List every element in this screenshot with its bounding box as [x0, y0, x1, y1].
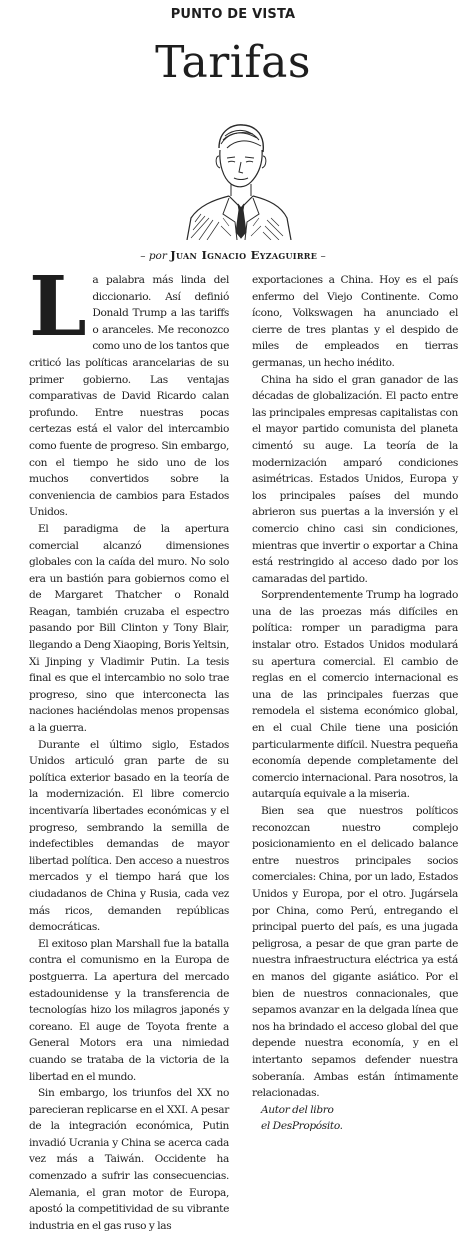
section-label: PUNTO DE VISTA: [170, 7, 296, 22]
signature-line: Autor del libro: [261, 1103, 334, 1116]
article-paragraph: Sin embargo, los triunfos del XX no parecieran replicarse en el XXI. A pesar de la integración económica, Putin invadió Ucrania y China se acerca cada vez más a Taiwán. Occidente ha comenzado a sufrir las consecuencias. Alemania, el gran motor de Europa, apostó la competitividad de su vibrante industria en el gas ruso y las: [29, 1087, 229, 1232]
article-paragraph: El exitoso plan Marshall fue la batalla contra el comunismo en la Europa de postguerra. La apertura del mercado estadounidense y la transferencia de tecnologías hizo los milagros japonés y coreano. El auge de Toyota frente a General Motors era una nimiedad cuando se trataba de la victoria de la libertad en el mundo.: [29, 937, 229, 1083]
article-title: Tarifas: [155, 37, 311, 88]
author-portrait-illustration: [183, 118, 293, 240]
signature-line: el DesPropósito.: [261, 1120, 343, 1133]
article-paragraph: Bien sea que nuestros políticos reconozcan nuestro complejo posicionamiento en el delicado balance entre nuestros principales socios comerciales: China, por un lado, Estados Unidos y Europa, por el otro. Jugársela por China, como Perú, entregando el principal puerto del país, es una jugada peligrosa, a pesar de que gran parte de nuestra infraestructura eléctrica ya está en manos del gigante asiático. Por el bien de nuestros connacionales, que sepamos avanzar en la delgada línea que nos ha brindado el acceso global del que depende nuestra economía, y en el intertanto sepamos defender nuestra soberanía. Ambas están íntimamente relacionadas.: [252, 805, 458, 1100]
article-paragraph: La palabra más linda del diccionario. Así definió Donald Trump a las tariffs o aranceles. Me reconozco como uno de los tantos que criticó las políticas arancelarias de su primer gobierno. Las ventajas comparativas de David Ricardo calan profundo. Entre nuestras pocas certezas está el valor del intercambio como fuente de progreso. Sin embargo, con el tiempo he sido uno de los muchos convertidos sobre la conveniencia de cambios para Estados Unidos.: [29, 259, 229, 519]
article-paragraph: El paradigma de la apertura comercial alcanzó dimensiones globales con la caída del muro. No solo era un bastión para gobiernos como el de Margaret Thatcher o Ronald Reagan, también cruzaba el espectro pasando por Bill Clinton y Tony Blair, llegando a Deng Xiaoping, Boris Yeltsin, Xi Jinping y Vladimir Putin. La tesis final es que el intercambio no solo trae progreso, sino que interconecta las naciones haciéndolas menos propensas a la guerra.: [29, 522, 229, 735]
article-paragraph: China ha sido el gran ganador de las décadas de globalización. El pacto entre las principales empresas capitalistas con el mayor partido comunista del planeta cimentó su auge. La teoría de la modernización amparó condiciones asimétricas. Estados Unidos, Europa y los principales países del mundo abrieron sus puertas a la inversión y el comercio chino casi sin condiciones, mientras que invertir o exportar a China está restringido al acceso dado por los camaradas del partido.: [252, 373, 458, 585]
article-paragraph: Durante el último siglo, Estados Unidos articuló gran parte de su política exterior basado en la teoría de la modernización. El libre comercio incentivaría libertades económicas y el progreso, sembrando la semilla de indefectibles demandas de mayor libertad política. Den acceso a nuestros mercados y el tiempo hará que los ciudadanos de China y Rusia, cada vez más ricos, demanden repúblicas democráticas.: [29, 738, 229, 934]
drop-cap: L: [29, 259, 87, 355]
article-column-left: [29, 259, 229, 1234]
author-signature: [252, 1102, 458, 1135]
byline-prefix: – por: [140, 250, 167, 262]
author-name: Juan Ignacio Eyzaguirre: [170, 248, 318, 262]
article-paragraph: exportaciones a China. Hoy es el país enfermo del Viejo Continente. Como ícono, Volkswagen ha anunciado el cierre de tres plantas y el despido de miles de empleados en tierras germanas, un hecho inédito.: [252, 274, 458, 369]
article-column-right: [252, 272, 458, 1135]
byline-suffix: –: [320, 250, 326, 262]
article-paragraph: Sorprendentemente Trump ha logrado una de las proezas más difíciles en política: romper un paradigma para instalar otro. Estados Unidos modulará su apertura comercial. El cambio de reglas en el comercio internacional es una de las principales fuerzas que remodela el sistema económico global, en el cual Chile tiene una posición particularmente difícil. Nuestra pequeña economía depende completamente del comercio internacional. Para nosotros, la autarquía equivale a la miseria.: [252, 589, 458, 801]
